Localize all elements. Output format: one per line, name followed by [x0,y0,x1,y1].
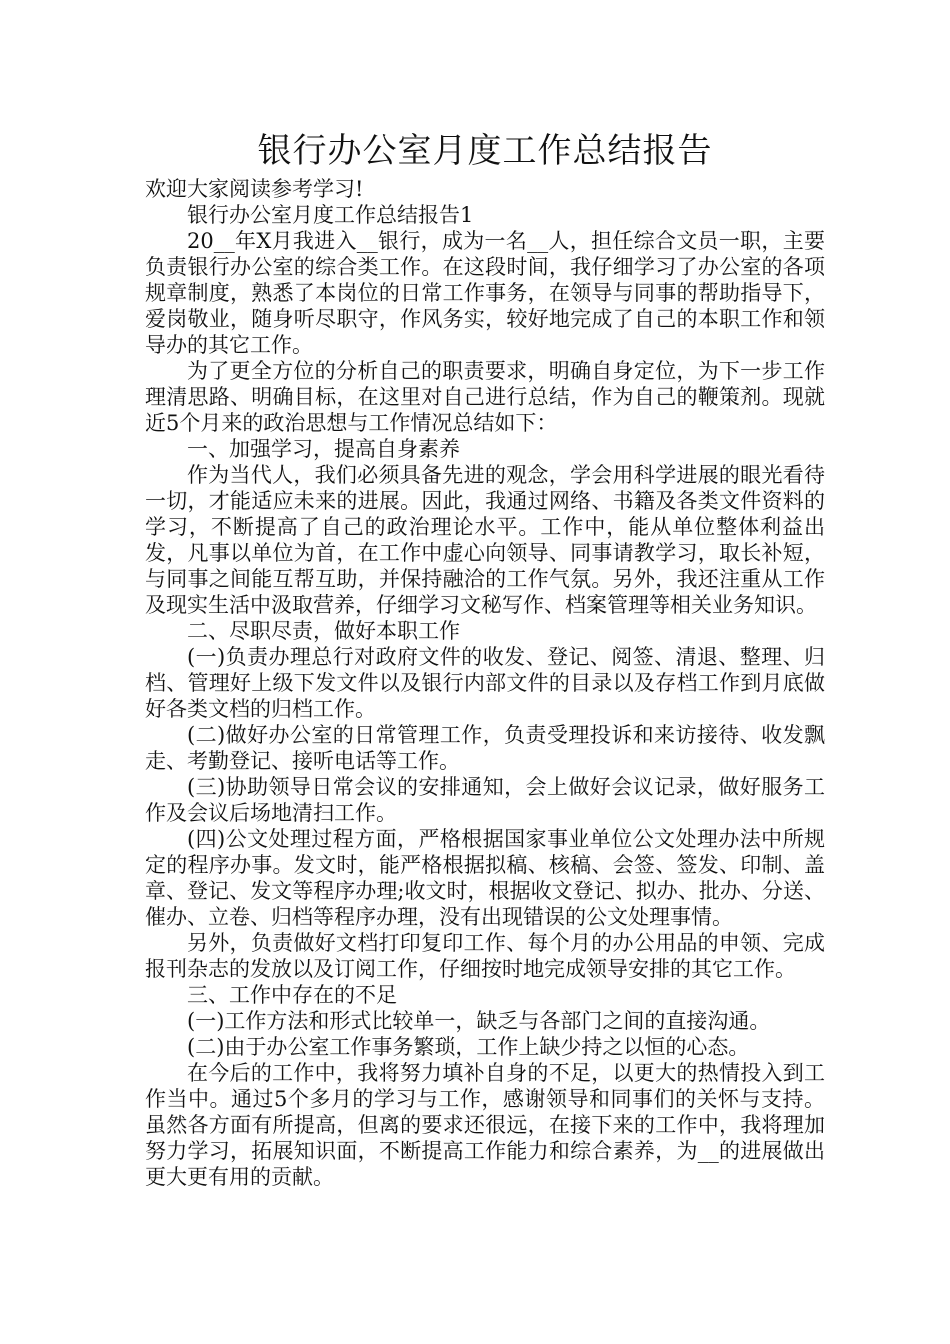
document-page [145,128,825,1190]
section-heading-1: 一、加强学习，提高自身素养 [187,437,460,461]
duty-item-2: (二)做好办公室的日常管理工作，负责受理投诉和来访接待、收发飘走、考勤登记、接听电话等工作。 [145,723,825,773]
intro-line: 欢迎大家阅读参考学习! [145,177,364,201]
report-subtitle: 银行办公室月度工作总结报告1 [187,203,474,227]
document-title: 银行办公室月度工作总结报告 [257,131,713,171]
paragraph-conclusion: 在今后的工作中，我将努力填补自身的不足，以更大的热情投入到工作当中。通过5个多月的学习与工作，感谢领导和同事们的关怀与支持。虽然各方面有所提高，但离的要求还很远，在接下来的工作中，我将理加努力学习，拓展知识面，不断提高工作能力和综合素养，为__的进展做出更大更有用的贡献。 [145,1061,825,1189]
paragraph-study: 作为当代人，我们必须具备先进的观念，学会用科学进展的眼光看待一切，才能适应未来的进展。因此，我通过网络、书籍及各类文件资料的学习，不断提高了自己的政治理论水平。工作中，能从单位整体利益出发，凡事以单位为首，在工作中虚心向领导、同事请教学习，取长补短，与同事之间能互帮互助，并保持融洽的工作气氛。另外，我还注重从工作及现实生活中汲取营养，仔细学习文秘写作、档案管理等相关业务知识。 [145,463,825,617]
duty-item-4: (四)公文处理过程方面，严格根据国家事业单位公文处理办法中所规定的程序办事。发文时，能严格根据拟稿、核稿、会签、签发、印制、盖章、登记、发文等程序办理;收文时，根据收文登记、拟办、批办、分送、催办、立卷、归档等程序办理，没有出现错误的公文处理事情。 [145,827,825,929]
paragraph-opening: 20__年X月我进入__银行，成为一名__人，担任综合文员一职，主要负责银行办公室的综合类工作。在这段时间，我仔细学习了办公室的各项规章制度，熟悉了本岗位的日常工作事务，在领导与同事的帮助指导下，爱岗敬业，随身听尽职守，作风务实，较好地完成了自己的本职工作和领导办的其它工作。 [145,229,825,357]
section-heading-2: 二、尽职尽责，做好本职工作 [187,619,460,643]
duty-item-1: (一)负责办理总行对政府文件的收发、登记、阅签、清退、整理、归档、管理好上级下发文件以及银行内部文件的目录以及存档工作到月底做好各类文档的归档工作。 [145,645,825,721]
shortcoming-item-2: (二)由于办公室工作事务繁琐，工作上缺少持之以恒的心态。 [187,1035,750,1059]
shortcoming-item-1: (一)工作方法和形式比较单一，缺乏与各部门之间的直接沟通。 [187,1009,771,1033]
duty-item-3: (三)协助领导日常会议的安排通知，会上做好会议记录，做好服务工作及会议后场地清扫工作。 [145,775,825,825]
paragraph-purpose: 为了更全方位的分析自己的职责要求，明确自身定位，为下一步工作理清思路、明确目标，在这里对自己进行总结，作为自己的鞭策剂。现就近5个月来的政治思想与工作情况总结如下： [145,359,825,435]
paragraph-other-duties: 另外，负责做好文档打印复印工作、每个月的办公用品的申领、完成报刊杂志的发放以及订阅工作，仔细按时地完成领导安排的其它工作。 [145,931,825,981]
section-heading-3: 三、工作中存在的不足 [187,983,397,1007]
